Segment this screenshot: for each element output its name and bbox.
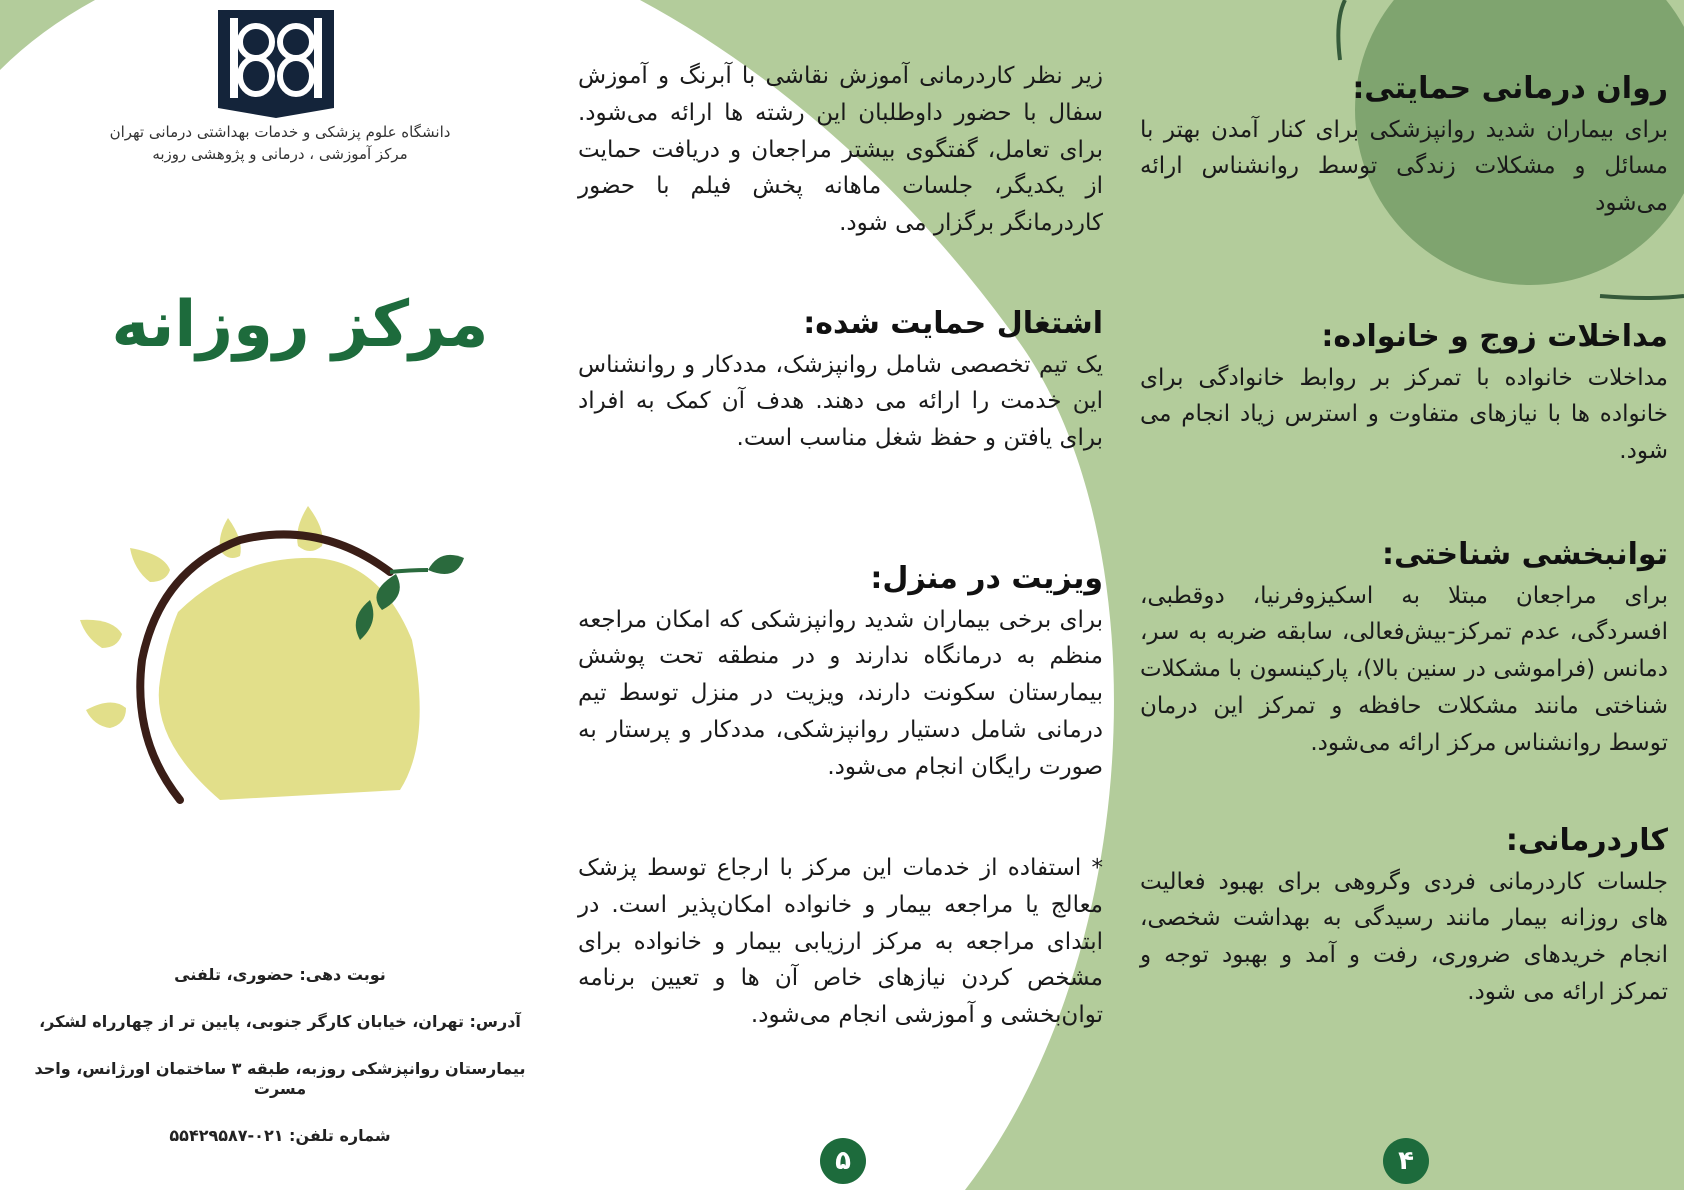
section-supported-employment [578, 305, 1103, 457]
section-text: مداخلات خانواده با تمرکز بر روابط خانوادگی برای خانواده ها با نیازهای متفاوت و استرس زیاد انجام می شود. [1140, 364, 1668, 465]
address-line-1: آدرس: تهران، خیابان کارگر جنوبی، پایین تر از چهارراه لشکر، [39, 1012, 521, 1032]
section-cognitive-rehab [1140, 536, 1668, 761]
cover-panel [0, 0, 560, 1190]
section-family-intervention [1140, 318, 1668, 470]
sun-leaf-icon [60, 500, 520, 880]
section-title: ویزیت در منزل: [870, 561, 1103, 596]
dark-arc-bottom [1600, 296, 1684, 298]
university-emblem-icon [218, 10, 334, 118]
section-text: جلسات کاردرمانی فردی وگروهی برای بهبود فعالیت های روزانه بیمار مانند رسیدگی به بهداشت شخصی، انجام خریدهای ضروری، رفت و آمد و بهبود توجه و تمرکز ارائه می شود. [1140, 868, 1668, 1005]
section-title: کاردرمانی: [1505, 823, 1668, 858]
section-title: اشتغال حمایت شده: [803, 306, 1103, 341]
section-text: یک تیم تخصصی شامل روانپزشک، مددکار و روانشناس این خدمت را ارائه می دهند. هدف آن کمک به افراد برای یافتن و حفظ شغل مناسب است. [578, 351, 1103, 452]
section-text: برای برخی بیماران شدید روانپزشکی که امکان مراجعه منظم به درمانگاه ندارند و در منطقه تحت پوشش بیمارستان سکونت دارند، ویزیت در منزل توسط تیم درمانی شامل دستیار روانپزشکی، مددکار و پرستار به صورت رایگان انجام می‌شود. [578, 606, 1103, 780]
section-title: مداخلات زوج و خانواده: [1321, 319, 1668, 354]
university-line-2: مرکز آموزشی ، درمانی و پژوهشی روزبه [152, 144, 408, 163]
university-line-1: دانشگاه علوم پزشکی و خدمات بهداشتی درمانی تهران [109, 123, 451, 141]
section-occupational-therapy [1140, 822, 1668, 1011]
appointment-text: نوبت دهی: حضوری، تلفنی [174, 965, 386, 984]
section-title: توانبخشی شناختی: [1381, 537, 1668, 572]
section-text: برای بیماران شدید روانپزشکی برای کنار آمدن بهتر با مسائل و مشکلات زندگی توسط روانشناس ارائه می‌شود [1140, 116, 1668, 217]
note-text: * استفاده از خدمات این مرکز با ارجاع توسط پزشک معالج یا مراجعه بیمار و خانواده امکان‌پذیر است. در ابتدای مراجعه به مرکز ارزیابی بیمار و خانواده برای مشخص کردن نیازهای خاص آن ها و تعیین برنامه توان‌بخشی و آموزشی انجام می‌شود. [578, 855, 1103, 1029]
contact-info [20, 965, 540, 1173]
phone-number: شماره تلفن: ۰۲۱-۵۵۴۲۹۵۸۷ [169, 1125, 391, 1145]
middle-intro-text: زیر نظر کاردرمانی آموزش نقاشی با آبرنگ و آموزش سفال با حضور داوطلبان این رشته ها ارائه می‌شود. برای تعامل، گفتگوی بیشتر مراجعان و دریافت حمایت از یکدیگر، جلسات ماهانه پخش فیلم با حضور کاردرمانگر برگزار می شود. [578, 63, 1103, 237]
section-supportive-psychotherapy [1140, 70, 1668, 222]
university-name [60, 122, 500, 166]
page-number-5: ۵ [820, 1138, 866, 1184]
page-number-4: ۴ [1383, 1138, 1429, 1184]
referral-note [578, 850, 1103, 1034]
middle-intro [578, 58, 1103, 242]
section-text: برای مراجعان مبتلا به اسکیزوفرنیا، دوقطبی، افسردگی، عدم تمرکز-بیش‌فعالی، سابقه ضربه به سر، دمانس (فراموشی در سنین بالا)، پارکینسون با مشکلات شناختی مانند مشکلات حافظه و تمرکز این درمان توسط روانشناس مرکز ارائه می‌شود. [1140, 582, 1668, 756]
section-home-visit [578, 560, 1103, 785]
section-title: روان درمانی حمایتی: [1352, 71, 1668, 106]
address-line-2: بیمارستان روانپزشکی روزبه، طبقه ۳ ساختمان اورژانس، واحد مسرت [34, 1059, 526, 1098]
brochure-title: مرکز روزانه [111, 288, 489, 362]
